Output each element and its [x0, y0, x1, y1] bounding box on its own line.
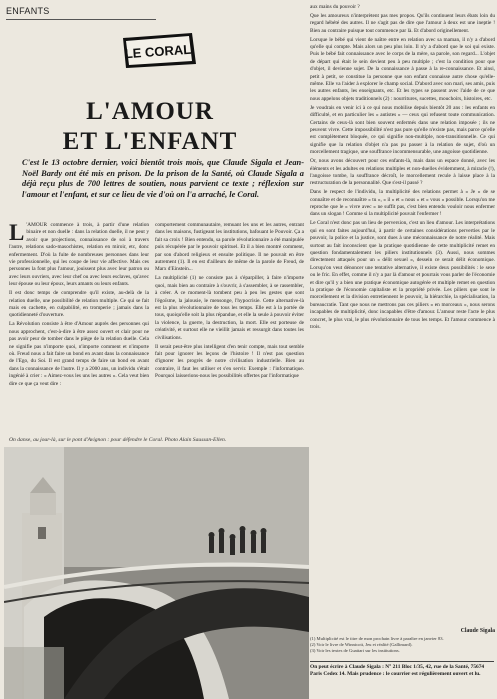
col1-paragraph-3: La Révolution consiste à être d'Amour auprès des personnes qui nous approchent, c'est-à-dire à être assez ouvert et clair pour ne pas avoir peur de tomber dans le piège de la relation duelle. Cela ne signifie pas n'importe quoi, n'importe comment et n'importe où. Freud nous a fait faire un bond en avant dans la connaissance de l'Ego, du Soi. Il est grand temps de faire un bond en avant dans la connaissance de l'autre. Il y a 2000 ans, un individu s'était ingénié à crier : « Aimez-vous les uns les autres ». Cela veut bien dire ce que ça veut dire :: [9, 321, 149, 387]
title-line-2: ET L'ENFANT: [62, 128, 238, 155]
article-column-2: [155, 222, 304, 435]
col3-paragraph-4: Je voudrais en venir ici à ce qui nous mobilise depuis bientôt 20 ans : les enfants en difficulté, et en particulier les « autistes » — ceux qui refusent toute communication. Certains de ceux-là sont bien souvent enfermés dans une relation imposée ; ils ne peuvent vivre. Cette impossibilité n'est pas pure qu'elle n'existe pas, mais parce qu'elle est complètement bloquée, ce qui signifie non-multiple, non-transitionnelle. Ce qui signifie que la relation d'objet n'a pas pu passer à la relation de sujet, d'où un morcellement tragique, une souffrance incommensurable, une angoisse quotidienne.: [310, 104, 495, 156]
drop-cap: L: [9, 222, 25, 245]
section-rule: [6, 19, 156, 20]
title-line-1: L'AMOUR: [86, 98, 214, 125]
col3-paragraph-1: aux mains du pouvoir ?: [310, 4, 360, 10]
col3-paragraph-3: Lorsque le bébé qui vient de naître entre en relation avec sa maman, il n'y a d'abord qu'elle qui compte. Mais alors un peu plus loin. Il n'y a d'abord que le soi qui existe. Puis le bébé fait connaissance avec le corps de la mère, sa parole, son regard... L'objet de départ qui était le sein devient peu à peu multiple ; c'est la condition pour que d'objet, il devienne sujet. De la connaissance à passe à la re-connaissance. Et ainsi, petit à petit, se constitue la personne que son enfant connaisse autre chose qu'elle-même. Elle va l'aider à explorer le champ social. D'abord avec son mari, ses amis, puis les autres enfants, les enseignants, etc. Et les types se passent avec l'aide de ce que nous appelons objets traditionnels (2) : nourritures, sucettes, mouchoirs, histoires, etc.: [310, 36, 495, 102]
article-column-1: [9, 222, 149, 439]
col3-paragraph-7: Le Coral n'est donc pas un lieu de perversion, c'est un lieu d'amour. Les interprétations qui en sont faites aujourd'hui, à partir de certaines considérations perverties par le pouvoir, la police et la justice, sont dues à une méconnaissance de notre réalité. Mais surtout au fait inconscient que la pratique quotidienne de cette multiplicité remet en question fondamentalement les piliers institutionnels (3). Aussi, nous sommes directement attaqués pour un « délit sexuel », dessein ce serait délit économique. Lorsqu'on veut dénoncer une tentative alternative, il existe deux possibilités : le sexe ou le fric. En effet, comme il n'y a par là d'amour et pourrais vous parler de l'économie et dire qu'il y a bien une pratique économique autogérée et multiple remet en question la pratique de l'économie capitaliste et la propriété privée. Les piliers que sont le morcellement et la division entretiennent le pouvoir, la hiérarchie, la spécialisation, la bureaucratie. Tant que nous ne mettrons pas ces piliers « en morceaux », nous serons incapables de multiplicité, donc incapables d'être d'amour. L'amour reste l'acte le plus concret, le plus vrai, le plus révolutionnaire de tous les temps. Et l'amour commence à trois.: [310, 220, 495, 331]
author-signature: Claude Sigala: [460, 628, 495, 634]
footnote-2: (2) Voir le livre de Winnicott, Jeu et réalité (Gallimard).: [310, 642, 413, 648]
col2-paragraph-3: Il serait peut-être plus intelligent d'en tenir compte, mais tout semble fait pour ignorer les leçons de l'histoire ! Il n'est pas question d'ignorer les progrès de notre civilisation industrielle. Bien au contraire, il faut les utiliser et s'en servir. Exemple : l'informatique. Pourquoi laisserions-nous les possibilités offertes par l'informatique: [155, 343, 304, 380]
col1-paragraph-2: Il est donc temps de comprendre qu'il existe, au-delà de la relation duelle, une possibilité de relation multiple. Ce qui se fait mais en cachette, en culpabilité, en tromperie ; jamais dans la quotidienneté d'ouverture.: [9, 290, 149, 319]
col1-paragraph-1: 'AMOUR commence à trois, à partir d'une relation binaire et non duelle : dans la relation duelle, il ne peut y avoir que projections, connaissance de soi à travers l'autre, relations sado-masochistes, relation en miroir, etc, donc enfermement. D'où la fuite de nombreuses personnes dans leur vie professionnelle, qui les coupe de leur vie affective. Mais ces personnes la font plus l'amour, jouissent plus avec leur patron ou avec leurs ouvriers, avec leur chef ou avec leurs esclaves, qu'avec leur épouse ou leur époux, leurs amants ou leurs enfants.: [9, 222, 149, 288]
footnote-1: (1) Multiplicité est le titre de mon prochain livre à paraître en janvier 83.: [310, 636, 444, 641]
intro-paragraph: C'est le 13 octobre dernier, voici bientôt trois mois, que Claude Sigala et Jean-Noël Bardy ont été mis en prison. De la prison de la Santé, où Claude Sigala a déjà reçu plus de 700 lettres de soutien, nous parvient ce texte ; réflexion sur l'amour et l'enfant, et sur ce lieu de vie d'où on l'a arraché, le Coral.: [22, 158, 304, 199]
logo-text: LE CORAL: [124, 41, 192, 62]
le-coral-logo: [118, 30, 198, 70]
section-label: ENFANTS: [6, 6, 50, 16]
footnotes: [310, 636, 495, 655]
bridge-photo: [4, 447, 309, 699]
col3-paragraph-2: Que les amoureux n'interprètent pas mes propos. Qu'ils continuent leurs ébats loin du regard hébété des autres. Il ne s'agit pas de dire que l'amour à deux est une ineptie ! Bien au contraire puisque tout commence par là. Et d'abord originellement.: [310, 12, 495, 34]
article-column-3: [310, 4, 495, 624]
photo-caption: On danse, au jour-là, sur le pont d'Avignon : pour défendre le Coral. Photo Alain Saussan-Ellen.: [9, 437, 227, 443]
col3-paragraph-6: Dans le respect de l'individu, la multiplicité des relations permet à « Je » de se connaître et de reconnaître « tu », « il » et « nous » et « vous » possible. Lorsqu'on me reproche que le « vivre avec » ne suffit pas, c'est bien entendu vouloir nous enfermer dans un slogan ! Comme si la multiplicité pouvait l'enfermer !: [310, 189, 495, 218]
col3-paragraph-5: Or, nous avons découvert pour ces enfants-là, mais dans un espace donné, avec les éléments et les adultes en relations multiples et non-duelles évidemment, à miracle (!), l'angoisse tombe, la souffrance décroît, le morcellement recule à laisse place à la restructuration de la personnalité. Que s'est-il passé ?: [310, 158, 495, 187]
col2-paragraph-1: comportement communautaire, remuant les uns et les autres, entrant dans les maisons, fustigeant les institutions, bafouant le Pouvoir. Ça a fait sa croix ! Bien entendu, sa parole révolutionnaire a été manipulée puis récupérée par le pouvoir spirituel. Et il a bien montré comment, par son d'abord religieux et ensuite politique. Il ne pouvait en être autrement (1). Il en est d'ailleurs de même de la parole de Freud, de Marx d'Einstein...: [155, 222, 304, 273]
contact-box: On peut écrire à Claude Sigala : N° 211 Bloc 1/35, 42, rue de la Santé, 75674 Paris Cedex 14. Mais prudence : le courrier est régulièrement ouvert et lu.: [310, 661, 494, 678]
footnote-3: (3) Voir les textes de Guattari sur les institutions.: [310, 648, 400, 654]
col2-paragraph-2: La multiplicité (1) ne consiste pas à s'éparpiller, à faire n'importe quoi, mais bien au contraire à s'ouvrir, à s'assembler, à se rassembler, à créer. A ce moment-là tombent peu à peu les gestes que sont l'égoïsme, la jalousie, le mensonge, l'hypocrisie. Cette alternative-là est la plus révolutionnaire de tous les temps. Elle est à la portée de tous, quoiqu'elle soit la plus répandue, et elle la seule à pouvoir éviter la violence, la guerre, la destruction, la mort. Elle est porteuse de créativité, et surtout elle ne vieillit jamais et ressurgit dans toutes les civilisations.: [155, 275, 304, 341]
